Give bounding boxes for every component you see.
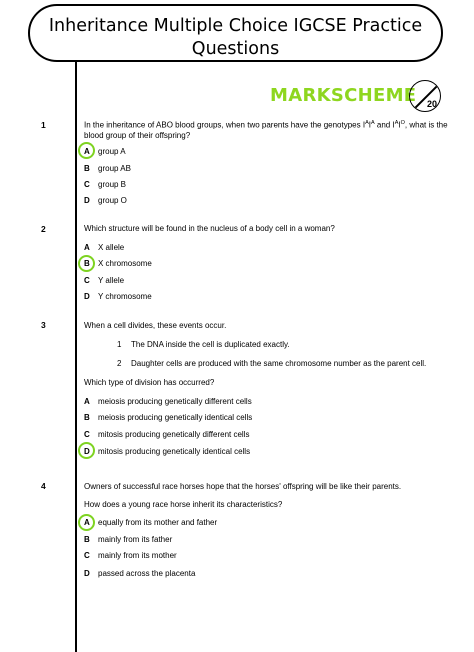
answer-ring-icon [78,142,95,159]
option-text: group O [98,196,127,205]
option-text: group AB [98,164,131,173]
option-letter: A [84,518,90,527]
option-text: Y allele [98,276,125,285]
margin-line [75,62,77,652]
option-text: meiosis producing genetically different cells [98,397,252,406]
statement-number: 2 [117,359,122,368]
allele: O [400,120,405,126]
option-letter: B [84,259,90,268]
answer-ring-icon [78,514,95,531]
option-text: mainly from its mother [98,551,177,560]
statement-number: 1 [117,340,122,349]
option-text: passed across the placenta [98,569,196,578]
score-total: 20 [426,99,437,109]
statement-text: The DNA inside the cell is duplicated exactly. [131,340,290,349]
option-text: meiosis producing genetically identical cells [98,413,253,422]
option-letter: B [84,413,90,422]
question-text-part: , what is the blood group of their offspring? [84,120,448,141]
option-letter: A [84,243,90,252]
option-text: group B [98,180,127,189]
question-prompt: Which type of division has occurred? [84,378,215,387]
option-letter: C [84,180,90,189]
markscheme-label: MARKSCHEME [270,85,417,106]
option-text: equally from its mother and father [98,518,218,527]
option-text: X chromosome [98,259,152,268]
option-letter: C [84,276,90,285]
question-number: 3 [41,320,46,330]
option-letter: A [84,397,90,406]
question-number: 2 [41,224,46,234]
genotype: I [392,120,395,130]
genotype: I [398,120,401,130]
statement-text: Daughter cells are produced with the same chromosome number as the parent cell. [131,359,427,368]
allele: A [365,120,369,126]
option-letter: B [84,535,90,544]
option-letter: A [84,147,90,156]
score-badge [409,80,441,112]
option-text: mitosis producing genetically different cells [98,430,250,439]
question-text: When a cell divides, these events occur. [84,321,227,330]
option-text: mainly from its father [98,535,173,544]
option-text: X allele [98,243,125,252]
question-text-part: and [374,120,393,130]
question-text: Owners of successful race horses hope that the horses' offspring will be like their parents. [84,482,402,491]
page-title-line1: Inheritance Multiple Choice IGCSE Practice [48,16,423,36]
question-text: Which structure will be found in the nucleus of a body cell in a woman? [84,224,335,233]
genotype: I [362,120,366,130]
page-title-line2: Questions [191,39,280,59]
page-title-box [28,4,443,62]
option-letter: D [84,196,90,205]
question-prompt: How does a young race horse inherit its characteristics? [84,500,283,509]
question-text [84,118,454,142]
question-number: 1 [41,120,46,130]
allele: A [371,120,375,126]
answer-ring-icon [78,255,95,272]
option-letter: D [84,569,90,578]
genotype: I [368,120,371,130]
option-letter: C [84,430,90,439]
option-letter: C [84,551,90,560]
allele: A [394,120,399,126]
option-text: mitosis producing genetically identical cells [98,447,251,456]
question-text-part: In the inheritance of ABO blood groups, when two parents have the genotypes [84,120,363,130]
option-text: Y chromosome [98,292,152,301]
answer-ring-icon [78,442,95,459]
option-text: group A [98,147,126,156]
question-number: 4 [41,481,46,491]
option-letter: D [84,447,90,456]
option-letter: D [84,292,90,301]
option-letter: B [84,164,90,173]
